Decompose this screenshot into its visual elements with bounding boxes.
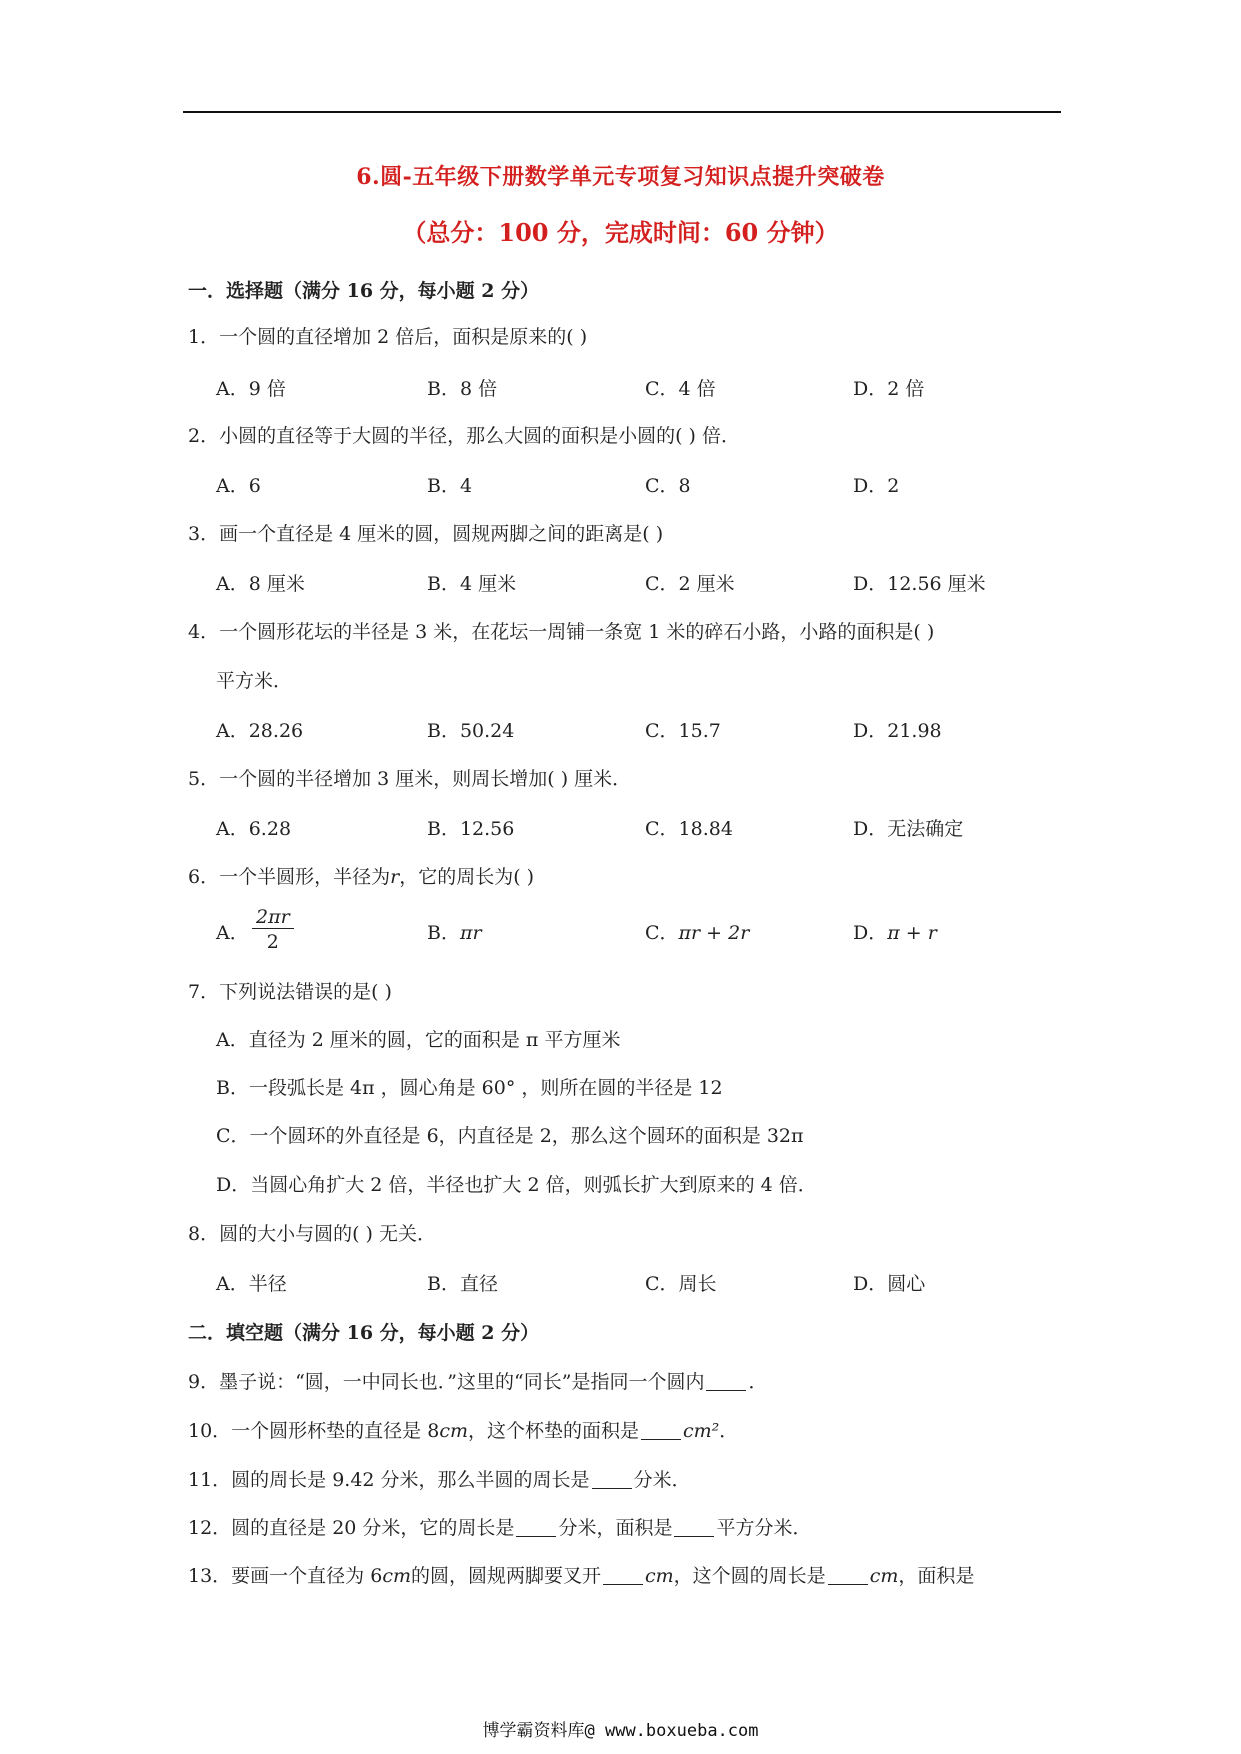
q1-option-b: B．8 倍 [427, 378, 498, 400]
q3-option-c: C．2 厘米 [645, 573, 735, 595]
q12-text: 12．圆的直径是 20 分米，它的周长是 [188, 1517, 515, 1539]
q4-option-b: B．50.24 [427, 720, 515, 742]
q3-option-d: D．12.56 厘米 [853, 573, 986, 595]
answer-blank[interactable] [706, 1371, 746, 1391]
q9-text: 9．墨子说：“圆，一中同长也．”这里的“同长”是指同一个圆内 [188, 1371, 705, 1393]
q4-option-c: C．15.7 [645, 720, 721, 742]
question-8: 8．圆的大小与圆的( ) 无关． [188, 1223, 436, 1245]
q7-option-b: B．一段弧长是 4π ，圆心角是 60° ，则所在圆的半径是 12 [216, 1077, 723, 1099]
question-7: 7．下列说法错误的是( ) [188, 981, 392, 1003]
section-heading-fill: 二．填空题（满分 16 分，每小题 2 分） [188, 1322, 540, 1344]
q6-option-a-fraction [252, 906, 294, 953]
q1-option-a: A．9 倍 [216, 378, 286, 400]
answer-blank[interactable] [516, 1517, 556, 1537]
q2-option-b: B．4 [427, 475, 473, 497]
page-title: 6.圆-五年级下册数学单元专项复习知识点提升突破卷 [356, 164, 885, 190]
q6-option-b-letter: B． [427, 922, 460, 944]
q5-option-c: C．18.84 [645, 818, 733, 840]
q10-mid: ，这个杯垫的面积是 [467, 1420, 639, 1442]
question-2: 2．小圆的直径等于大圆的半径，那么大圆的面积是小圆的( ) 倍． [188, 425, 740, 447]
q1-option-d: D．2 倍 [853, 378, 925, 400]
q3-option-a: A．8 厘米 [216, 573, 305, 595]
q13-mid2: ，这个圆的周长是 [673, 1565, 826, 1587]
question-4: 4．一个圆形花坛的半径是 3 米，在花坛一周铺一条宽 1 米的碎石小路，小路的面积是( ) [188, 621, 935, 643]
q8-option-a: A．半径 [216, 1273, 287, 1295]
q4-option-d: D．21.98 [853, 720, 942, 742]
answer-blank[interactable] [674, 1517, 714, 1537]
q6-stem-post: ，它的周长为( ) [399, 866, 535, 888]
q10-unit: cm [439, 1420, 468, 1442]
q6-option-a: A． [216, 922, 249, 944]
question-12 [188, 1513, 811, 1540]
footer-watermark: 博学霸资料库@ www.boxueba.com [482, 1721, 759, 1741]
q6-option-c-letter: C． [645, 922, 679, 944]
question-11 [188, 1465, 691, 1492]
answer-blank[interactable] [603, 1565, 643, 1585]
q6-option-c [645, 918, 749, 945]
q7-option-c: C．一个圆环的外直径是 6，内直径是 2，那么这个圆环的面积是 32π [216, 1125, 804, 1147]
q6-option-d-math: π + r [887, 922, 937, 944]
question-13 [188, 1561, 974, 1588]
q1-option-c: C．4 倍 [645, 378, 716, 400]
question-9 [188, 1367, 767, 1394]
q13-unit-b: cm [645, 1565, 674, 1587]
question-5: 5．一个圆的半径增加 3 厘米，则周长增加( ) 厘米． [188, 768, 632, 790]
q6-option-b [427, 918, 482, 945]
q10-text: 10．一个圆形杯垫的直径是 8 [188, 1420, 440, 1442]
page-subtitle: （总分：100 分，完成时间：60 分钟） [402, 218, 839, 247]
q7-option-a: A．直径为 2 厘米的圆，它的面积是 π 平方厘米 [216, 1029, 621, 1051]
question-6 [188, 862, 534, 889]
q5-option-a: A．6.28 [216, 818, 292, 840]
q6-stem-pre: 6．一个半圆形，半径为 [188, 866, 391, 888]
q8-option-c: C．周长 [645, 1273, 717, 1295]
q6-option-d-letter: D． [853, 922, 888, 944]
section-heading-choice: 一．选择题（满分 16 分，每小题 2 分） [188, 280, 540, 302]
header-rule [183, 111, 1061, 113]
q11-end: 分米． [633, 1469, 691, 1491]
q8-option-d: D．圆心 [853, 1273, 926, 1295]
q13-unit-c: cm [869, 1565, 899, 1587]
question-3: 3．画一个直径是 4 厘米的圆，圆规两脚之间的距离是( ) [188, 523, 664, 545]
answer-blank[interactable] [641, 1420, 681, 1440]
q10-end: ． [719, 1420, 739, 1442]
q4-option-a: A．28.26 [216, 720, 304, 742]
fraction-denominator: 2 [266, 931, 279, 953]
q12-mid: 分米，面积是 [558, 1517, 673, 1539]
q12-end: 平方分米． [716, 1517, 812, 1539]
q5-option-b: B．12.56 [427, 818, 515, 840]
q5-option-d: D．无法确定 [853, 818, 964, 840]
q6-option-c-math: πr + 2r [678, 922, 750, 944]
q13-unit: cm [382, 1565, 411, 1587]
q9-end: ． [748, 1371, 768, 1393]
q6-option-d [853, 918, 937, 945]
answer-blank[interactable] [828, 1565, 868, 1585]
q2-option-d: D．2 [853, 475, 900, 497]
question-1: 1．一个圆的直径增加 2 倍后，面积是原来的( ) [188, 326, 588, 348]
q10-unit2: cm² [683, 1420, 720, 1442]
q7-option-d: D．当圆心角扩大 2 倍，半径也扩大 2 倍，则弧长扩大到原来的 4 倍． [216, 1174, 817, 1196]
fraction-numerator: 2πr [252, 906, 294, 929]
q13-end: ，面积是 [898, 1565, 975, 1587]
answer-blank[interactable] [592, 1469, 632, 1489]
q2-option-a: A．6 [216, 475, 261, 497]
q11-text: 11．圆的周长是 9.42 分米，那么半圆的周长是 [188, 1469, 590, 1491]
q8-option-b: B．直径 [427, 1273, 498, 1295]
q6-stem-var: r [390, 866, 400, 888]
question-4-continued: 平方米． [216, 670, 293, 692]
question-10 [188, 1416, 738, 1443]
q3-option-b: B．4 厘米 [427, 573, 517, 595]
q13-text: 13．要画一个直径为 6 [188, 1565, 383, 1587]
q2-option-c: C．8 [645, 475, 691, 497]
q6-option-b-math: πr [459, 922, 482, 944]
q13-mid: 的圆，圆规两脚要叉开 [410, 1565, 601, 1587]
